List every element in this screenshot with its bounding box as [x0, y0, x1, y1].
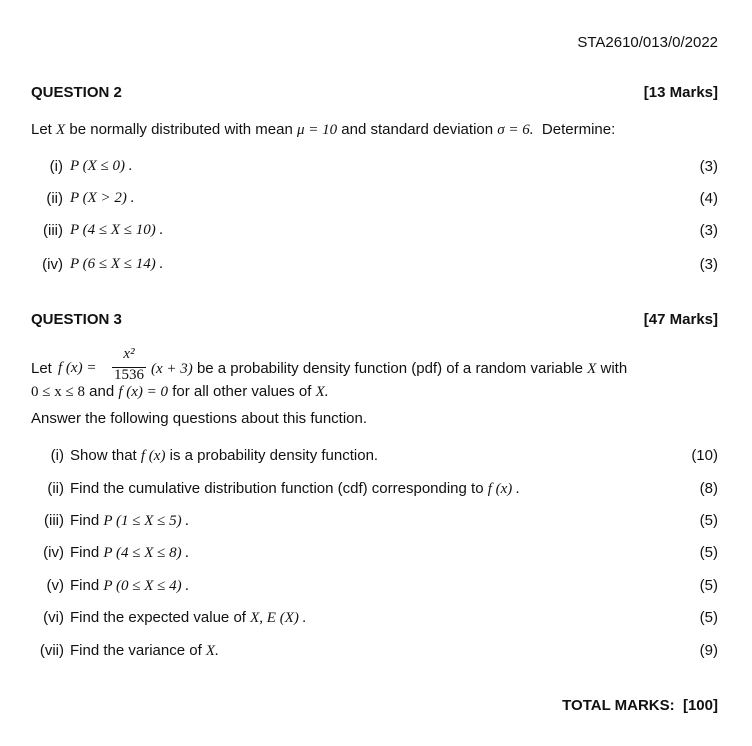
intro-text-pre: Let [31, 121, 57, 138]
q3-item-label: (i) [50, 447, 64, 464]
q3-item-text [70, 512, 189, 530]
intro-text-mid: be normally distributed with mean [65, 121, 297, 138]
pdf-factor: (x + 3) [151, 361, 193, 377]
q3-item-prefix: Find [70, 577, 104, 594]
pdf-text-1: be a probability density function (pdf) of a random variable [192, 360, 588, 377]
q3-item-text [70, 577, 189, 595]
q3-item-marks: (5) [699, 544, 718, 561]
q3-item-marks: (5) [699, 512, 718, 529]
q2-item-marks: (3) [699, 158, 718, 175]
q2-item-label: (ii) [46, 190, 63, 207]
q3-item-expr: P (0 ≤ X ≤ 4) . [103, 578, 190, 594]
pdf-fx: f (x) = [58, 360, 97, 376]
pdf-text-2: with [596, 360, 628, 377]
q3-item-label: (v) [46, 577, 64, 594]
pdf-fraction [112, 346, 146, 388]
q3-item-expr: f (x) [140, 448, 166, 464]
intro-mean: μ = 10 [296, 122, 338, 138]
q3-item-expr: f (x) . [487, 481, 520, 497]
q2-item-marks: (3) [699, 256, 718, 273]
q3-item-label: (vii) [39, 642, 64, 659]
q3-item-expr: X, E (X) . [250, 610, 307, 626]
question-2-intro [31, 121, 615, 139]
q2-item-expr: P (6 ≤ X ≤ 14) . [70, 256, 164, 272]
q2-item-label: (iii) [43, 222, 63, 239]
question-2-title: QUESTION 2 [31, 84, 122, 101]
pdf-var: X [587, 361, 597, 377]
q3-item-label: (vi) [43, 609, 64, 626]
pdf-zero: f (x) = 0 [118, 384, 169, 400]
q3-item-prefix: Find [70, 544, 104, 561]
pdf-text-3: for all other values of [168, 383, 316, 400]
q3-item-label: (iii) [44, 512, 64, 529]
q2-item-expr: P (X ≤ 0) . [70, 158, 133, 174]
intro-text-and: and standard deviation [337, 121, 498, 138]
q3-item-prefix: Find the cumulative distribution function (cdf) corresponding to [70, 480, 488, 497]
intro-sd: σ = 6. [497, 122, 534, 138]
pdf-definition-rest [151, 360, 627, 378]
q3-item-prefix: Find [70, 512, 104, 529]
q2-item-marks: (4) [699, 190, 718, 207]
q3-item-prefix: Show that [70, 447, 141, 464]
q2-item-expr: P (X > 2) . [70, 190, 135, 206]
question-2-marks: [13 Marks] [643, 84, 718, 101]
q3-item-label: (iv) [43, 544, 64, 561]
q2-item-marks: (3) [699, 222, 718, 239]
q3-item-text [70, 642, 219, 660]
total-marks: TOTAL MARKS: [100] [562, 697, 718, 714]
pdf-range: 0 ≤ x ≤ 8 [31, 384, 85, 400]
fraction-denominator: 1536 [114, 367, 144, 383]
q3-item-text [70, 480, 520, 498]
pdf-text-and: and [84, 383, 119, 400]
q3-item-text [70, 609, 306, 627]
q3-item-prefix: Find the expected value of [70, 609, 251, 626]
q2-item-label: (iv) [42, 256, 63, 273]
q3-item-expr: P (4 ≤ X ≤ 8) . [103, 545, 190, 561]
q3-item-text [70, 447, 378, 465]
question-3-marks: [47 Marks] [643, 311, 718, 328]
q3-item-suffix: is a probability density function. [165, 447, 379, 464]
q3-item-prefix: Find the variance of [70, 642, 206, 659]
pdf-definition-line2 [31, 383, 329, 401]
q3-item-marks: (8) [699, 480, 718, 497]
pdf-definition-let: Let [31, 360, 52, 377]
q2-item-label: (i) [49, 158, 63, 175]
q3-item-expr: X. [205, 643, 219, 659]
intro-var: X [56, 122, 66, 138]
q3-item-marks: (10) [691, 447, 718, 464]
question-3-title: QUESTION 3 [31, 311, 122, 328]
document-code: STA2610/013/0/2022 [577, 34, 718, 51]
q3-item-marks: (5) [699, 577, 718, 594]
pdf-var2: X. [315, 384, 329, 400]
answer-instruction: Answer the following questions about this function. [31, 410, 368, 427]
q3-item-marks: (5) [699, 609, 718, 626]
intro-text-post: Determine: [541, 121, 616, 138]
q3-item-text [70, 544, 189, 562]
q3-item-expr: P (1 ≤ X ≤ 5) . [103, 513, 190, 529]
q3-item-label: (ii) [47, 480, 64, 497]
q3-item-marks: (9) [699, 642, 718, 659]
fraction-numerator: x² [123, 346, 135, 362]
q2-item-expr: P (4 ≤ X ≤ 10) . [70, 222, 164, 238]
